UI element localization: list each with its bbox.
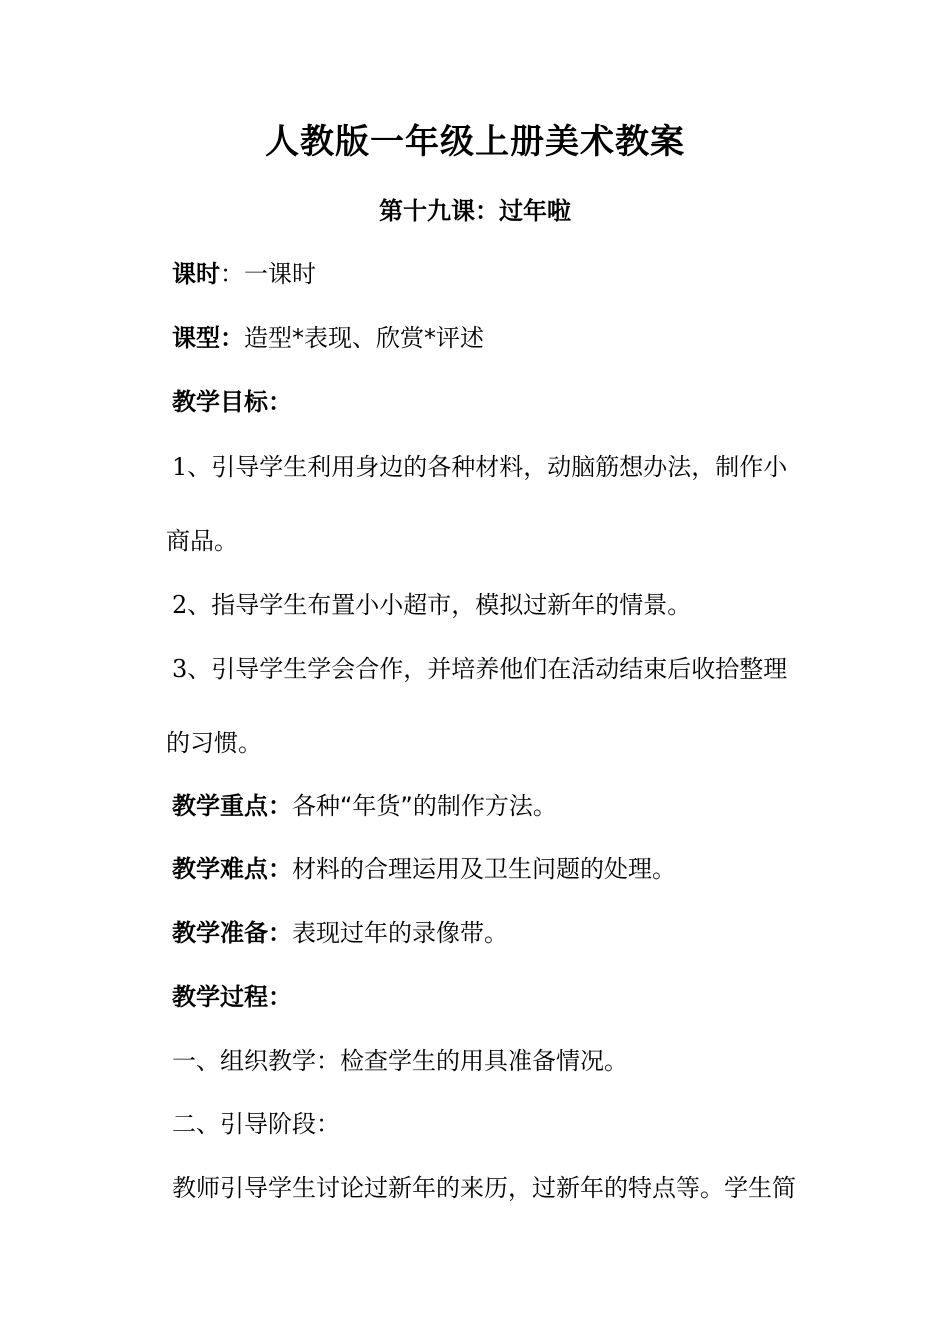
- process-heading: 教学过程：: [172, 983, 292, 1011]
- preparation-row: [172, 917, 508, 949]
- period-value: 一课时: [244, 260, 316, 288]
- key-point-label: 教学重点：: [172, 792, 292, 820]
- type-label: 课型：: [172, 324, 244, 352]
- objective-3-number: 3: [172, 655, 188, 683]
- objective-1-number: 1: [172, 453, 188, 481]
- process-step-2: 二、引导阶段：: [172, 1110, 340, 1138]
- difficulty-row: [172, 853, 676, 885]
- objective-2-text: 、指导学生布置小小超市，模拟过新年的情景。: [187, 591, 692, 619]
- process-paragraph: 教师引导学生讨论过新年的来历，过新年的特点等。学生简: [172, 1174, 796, 1202]
- period-row: [172, 258, 316, 290]
- objective-1-line-2: 商品。: [166, 527, 238, 555]
- process-step-1: 一、组织教学：检查学生的用具准备情况。: [172, 1047, 628, 1075]
- document-title: 人教版一年级上册美术教案: [265, 122, 685, 162]
- key-point-row: [172, 790, 557, 822]
- preparation-value: 表现过年的录像带。: [292, 919, 508, 947]
- objective-3-line-2: 的习惯。: [166, 729, 262, 757]
- objective-2-number: 2: [172, 591, 188, 619]
- objectives-heading: 教学目标：: [172, 388, 292, 416]
- period-label: 课时: [172, 260, 220, 288]
- difficulty-label: 教学难点：: [172, 855, 292, 883]
- type-row: [172, 322, 484, 354]
- difficulty-value: 材料的合理运用及卫生问题的处理。: [292, 855, 676, 883]
- objective-1-text: 、引导学生利用身边的各种材料，动脑筋想办法，制作小: [187, 453, 788, 481]
- type-value: 造型*表现、欣赏*评述: [244, 324, 484, 352]
- key-point-value: 各种“年货”的制作方法。: [292, 792, 557, 820]
- objective-3-line-1: [172, 653, 787, 685]
- objective-1-line-1: [172, 451, 787, 483]
- lesson-subtitle: 第十九课：过年啦: [379, 197, 571, 225]
- objective-2-line-1: [172, 589, 691, 621]
- preparation-label: 教学准备：: [172, 919, 292, 947]
- period-separator: ：: [220, 260, 244, 288]
- objective-3-text: 、引导学生学会合作，并培养他们在活动结束后收拾整理: [187, 655, 788, 683]
